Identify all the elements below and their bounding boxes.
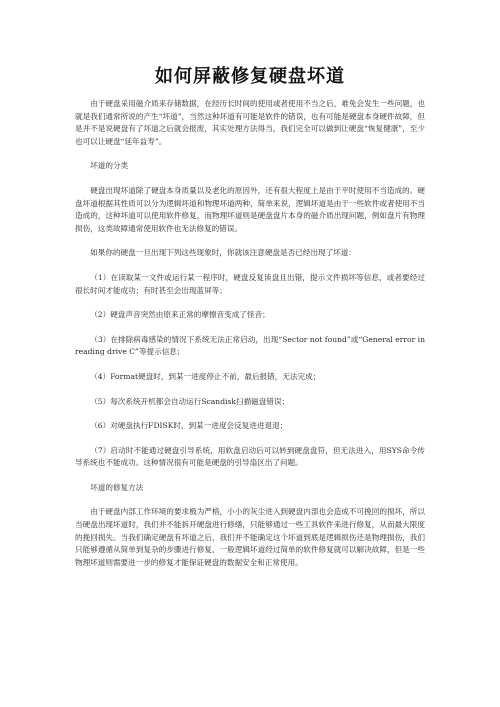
symptoms-intro-paragraph: 如果你的硬盘一旦出现下列这些现象时，你就该注意硬盘是否已经出现了坏道： (90, 248, 356, 258)
symptom-item-7: （7）启动时不能通过硬盘引导系统，用软盘启动后可以转到硬盘盘符，但无法进入，用SYS命令传导系统也不能成功。这种情况很有可能是硬盘的引导扇区出了问题。 (75, 445, 425, 468)
document-body (75, 98, 425, 569)
symptom-item-2: （2）硬盘声音突然由原来正常的摩擦音变成了怪音； (90, 310, 270, 320)
bad-sector-types-paragraph: 硬盘出现坏道除了硬盘本身质量以及老化的原因外，还有很大程度上是由于平时使用不当造成的。硬盘坏道根据其性质可以分为逻辑坏道和物理坏道两种，简单来说，逻辑坏道是由于一些软件或者使用不当造成的，这种坏道可以使用软件修复，而物理坏道则是硬盘盘片本身的磁介质出现问题，例如盘片有物理损伤，这类故障通常使用软件也无法修复的错误。 (75, 185, 425, 233)
symptom-item-5: （5）每次系统开机都会自动运行Scandisk扫描磁盘错误； (90, 396, 290, 406)
symptom-item-4: （4）Format硬盘时，到某一进度停止不前，最后报错，无法完成； (90, 371, 321, 381)
repair-methods-paragraph: 由于硬盘内部工作环境的要求极为严格，小小的灰尘进入到硬盘内部也会造成不可挽回的损坏，所以当硬盘出现坏道时，我们并不能拆开硬盘进行修缮，只能够通过一些工具软件来进行修复，从而最大限度的挽回损失。当我们确定硬盘有坏道之后，我们并不能确定这个坏道到底是逻辑损伤还是物理损伤，我们只能够遵循从简单到复杂的步骤进行修复，一般逻辑坏道经过简单的软件修复就可以解决故障，但是一些物理坏道则需要进一步的修复才能保证硬盘的数据安全和正常使用。 (75, 507, 425, 567)
page-title: 如何屏蔽修复硬盘坏道 (155, 66, 345, 87)
section-heading-bad-sector-types: 坏道的分类 (90, 161, 129, 171)
symptom-item-6: （6）对硬盘执行FDISK时，到某一进度会反复进进退退； (90, 421, 288, 431)
section-heading-repair-methods: 坏道的修复方法 (90, 482, 144, 492)
intro-paragraph: 由于硬盘采用磁介质来存储数据，在经历长时间的使用或者使用不当之后，难免会发生一些问题，也就是我们通常所说的产生“坏道”，当然这种坏道有可能是软件的错误，也有可能是硬盘本身硬件故障，但是并不是说硬盘有了坏道之后就会报废，其实处理方法得当，我们完全可以做到让硬盘“恢复健康”，至少也可以让硬盘“延年益寿”。 (75, 99, 425, 146)
symptom-item-3: （3）在排除病毒感染的情况下系统无法正常启动，出现“Sector not found”或“General error in reading drive C”等提示信息； (75, 334, 425, 357)
symptom-item-1: （1）在读取某一文件或运行某一程序时，硬盘反复读盘且出错，提示文件损坏等信息，或者要经过很长时间才能成功；有时甚至会出现蓝屏等； (75, 272, 425, 295)
